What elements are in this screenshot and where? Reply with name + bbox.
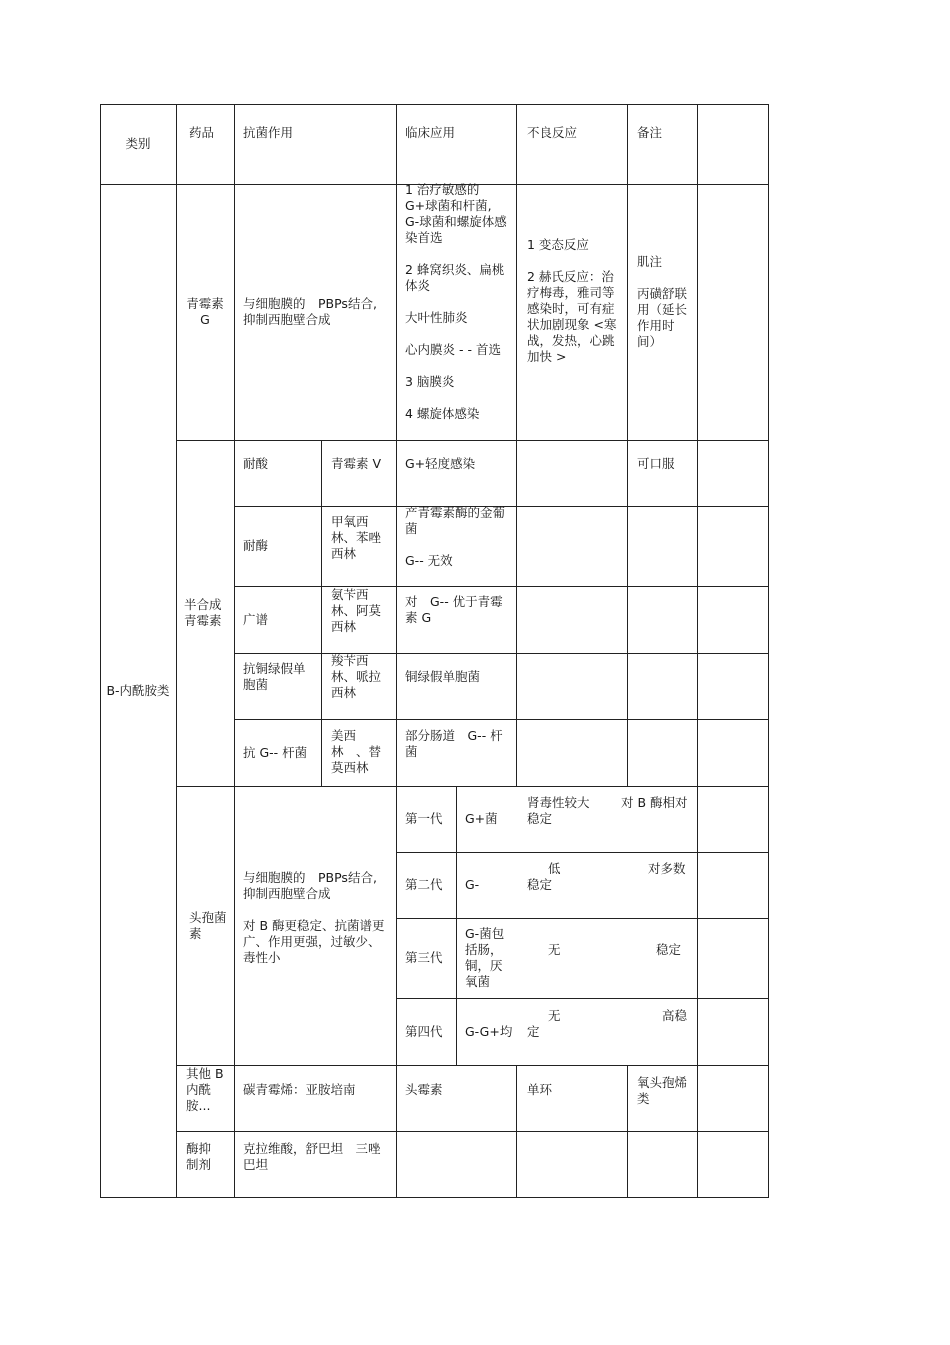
penicillin-g-adverse: 1 变态反应 2 赫氏反应：治疗梅毒，雅司等感染时，可有症状加剧现象 <寒战，发热，心跳加快 >: [527, 237, 617, 364]
ceph-adverse: 无: [548, 1008, 561, 1023]
ceph-spectrum: G+菌: [465, 811, 498, 826]
semi-row-clinical: 对 G-- 优于青霉素 G: [405, 594, 503, 625]
semi-row-drugs: 美西林 、替莫西林: [331, 728, 382, 775]
semi-row-type: 抗 G-- 杆菌: [243, 744, 308, 760]
other-col4: 单环: [527, 1082, 553, 1097]
semi-row-drugs: 羧苄西林、哌拉西林: [331, 653, 382, 700]
drug-other-b-lactam: 其他 B 内酰胺...: [186, 1066, 224, 1113]
other-drugs: 碳青霉烯：亚胺培南: [243, 1082, 356, 1097]
semi-row-type: 耐酸: [243, 456, 269, 471]
other-col5: 氧头孢烯类: [637, 1075, 688, 1106]
semi-row-clinical: 部分肠道 G-- 杆菌: [405, 728, 503, 759]
ceph-generation: 第二代: [405, 877, 443, 892]
other-col3: 头霉素: [405, 1082, 443, 1097]
penicillin-g-clinical: 1 治疗敏感的 G+球菌和杆菌, G-球菌和螺旋体感染首选 2 蜂窝织炎、扁桃体炎 大叶性肺炎 心内膜炎 - - 首选 3 脑膜炎 4 螺旋体感染: [405, 182, 507, 421]
semi-row-type: 广谱: [243, 611, 269, 627]
header-antibacterial: 抗菌作用: [243, 125, 294, 140]
ceph-spectrum: G-菌包括肠，铜，厌氧菌: [465, 926, 505, 989]
ceph-stability: 对多数稳定: [527, 861, 686, 892]
ceph-stability: 稳定: [656, 942, 682, 957]
ceph-spectrum: G-G+均: [465, 1023, 513, 1039]
category-name: B-内酰胺类: [106, 682, 170, 698]
ceph-generation: 第四代: [405, 1023, 443, 1039]
header-adverse: 不良反应: [527, 125, 578, 140]
ceph-adverse: 肾毒性较大: [527, 795, 590, 810]
ceph-stability: 高稳定: [527, 1008, 688, 1039]
cephalosporin-action: 与细胞膜的 PBPs结合,抑制西胞壁合成 对 B 酶更稳定、抗菌谱更广、作用更强，过敏少、毒性小: [243, 870, 385, 965]
ceph-generation: 第一代: [405, 811, 443, 826]
drug-enzyme-inhibitor: 酶抑制剂: [186, 1141, 212, 1172]
ceph-stability: 对 B 酶相对稳定: [527, 795, 688, 826]
ceph-adverse: 低: [548, 861, 561, 876]
header-category: 类别: [125, 136, 151, 151]
semi-row-clinical: 产青霉素酶的金葡菌 G-- 无效: [405, 505, 506, 568]
ceph-spectrum: G-: [465, 877, 480, 892]
semi-row-drugs: 青霉素 V: [331, 456, 382, 471]
semi-row-clinical: 铜绿假单胞菌: [405, 669, 481, 684]
drug-penicillin-g: 青霉素 G: [186, 296, 224, 327]
semi-row-notes: 可口服: [637, 456, 675, 471]
header-clinical: 临床应用: [405, 125, 456, 140]
penicillin-g-action: 与细胞膜的 PBPs结合,抑制西胞壁合成: [243, 296, 377, 327]
semi-row-drugs: 氨苄西林、阿莫西林: [331, 587, 382, 634]
drug-semi-synthetic: 半合成青霉素: [184, 597, 222, 628]
header-notes: 备注: [637, 125, 663, 140]
header-drug: 药品: [189, 125, 215, 140]
penicillin-g-notes: 肌注 丙磺舒联用（延长作用时间）: [637, 254, 688, 349]
drug-cephalosporin: 头孢菌素: [189, 909, 227, 941]
semi-row-clinical: G+轻度感染: [405, 456, 476, 471]
semi-row-drugs: 甲氧西林、苯唑西林: [331, 514, 382, 561]
inhibitor-drugs: 克拉维酸，舒巴坦 三唑巴坦: [243, 1141, 381, 1172]
semi-row-type: 耐酶: [243, 538, 269, 553]
ceph-generation: 第三代: [405, 950, 443, 965]
ceph-adverse: 无: [548, 942, 561, 957]
semi-row-type: 抗铜绿假单胞菌: [243, 661, 306, 692]
